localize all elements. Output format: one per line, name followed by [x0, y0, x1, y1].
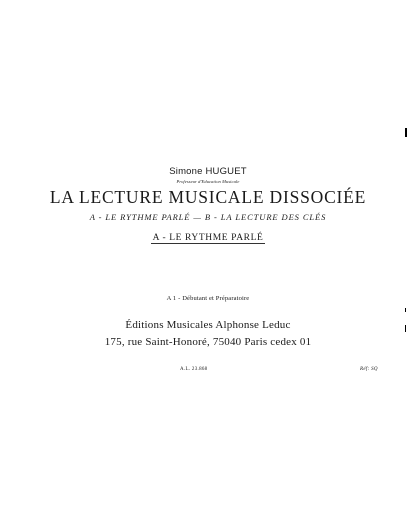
author-title: Professeur d'Education Musicale	[176, 179, 240, 184]
author-name: Simone HUGUET	[169, 166, 247, 177]
scan-edge-mark	[405, 325, 406, 332]
series-subtitle: A - LE RYTHME PARLÉ — B - LA LECTURE DES CLÉS	[89, 212, 327, 222]
publisher-address: 175, rue Saint-Honoré, 75040 Paris cedex 01	[104, 336, 312, 348]
scan-edge-mark	[405, 308, 406, 312]
catalogue-reference: A.L. 23.868	[180, 367, 208, 372]
level-label: A 1 - Débutant et Préparatoire	[166, 295, 250, 302]
volume-subtitle-text: A - LE RYTHME PARLÉ	[152, 233, 264, 243]
short-reference: Réf: SQ	[360, 367, 378, 372]
volume-subtitle	[0, 233, 416, 243]
main-title: LA LECTURE MUSICALE DISSOCIÉE	[49, 187, 367, 207]
publisher-name: Éditions Musicales Alphonse Leduc	[125, 319, 291, 331]
scan-edge-mark	[405, 128, 407, 137]
